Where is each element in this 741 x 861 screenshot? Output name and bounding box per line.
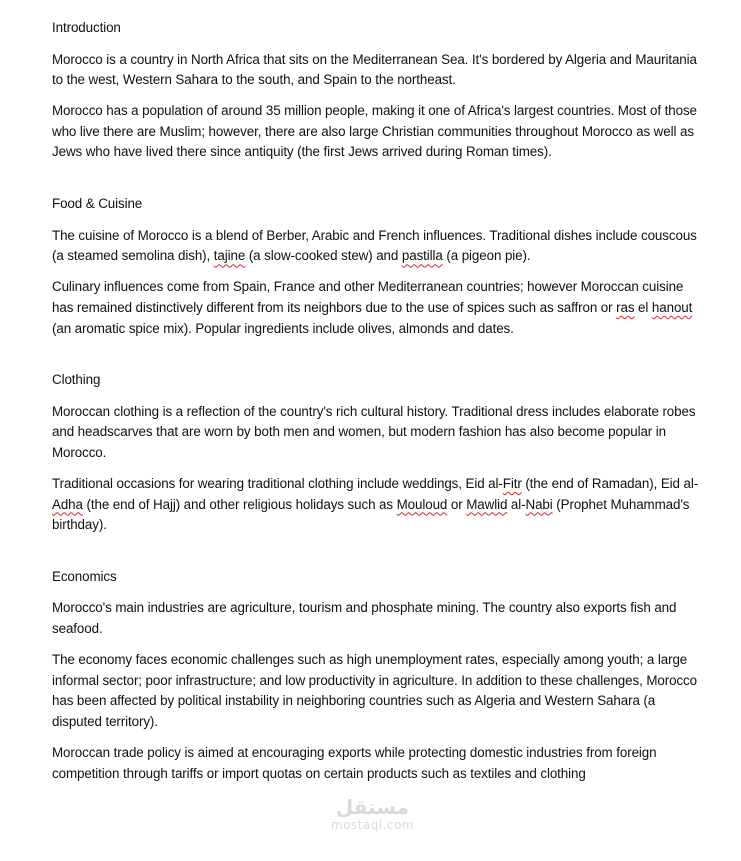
- paragraph[interactable]: [52, 598, 702, 639]
- text-run: Morocco's main industries are agriculture, tourism and phosphate mining. The country also exports fish and seafood.: [52, 600, 677, 636]
- section-heading[interactable]: Introduction: [52, 20, 121, 35]
- misspelled-word[interactable]: Mouloud: [396, 496, 448, 512]
- text-run: Traditional occasions for wearing traditional clothing include weddings, Eid al-: [52, 476, 503, 491]
- paragraph[interactable]: [52, 101, 702, 163]
- section-introduction: [52, 18, 702, 163]
- text-run: (an aromatic spice mix). Popular ingredients include olives, almonds and dates.: [52, 320, 514, 336]
- misspelled-word[interactable]: pastilla: [401, 248, 443, 264]
- paragraph[interactable]: [52, 650, 702, 732]
- paragraph[interactable]: [52, 402, 702, 464]
- paragraph[interactable]: [52, 226, 702, 267]
- text-run: (the end of Hajj) and other religious holidays such as: [82, 496, 397, 512]
- section-economics: [52, 567, 702, 784]
- watermark: [325, 796, 420, 832]
- misspelled-word[interactable]: Fitr: [502, 476, 522, 491]
- misspelled-word[interactable]: Adha: [52, 496, 83, 512]
- misspelled-word[interactable]: Mawlid: [466, 496, 508, 512]
- text-run: Morocco is a country in North Africa that sits on the Mediterranean Sea. It's bordered by Algeria and Mauritania to the west, Western Sahara to the south, and Spain to the northeast.: [52, 51, 697, 88]
- section-heading[interactable]: Clothing: [52, 372, 101, 388]
- misspelled-word[interactable]: hanout: [651, 299, 693, 315]
- text-run: Moroccan trade policy is aimed at encouraging exports while protecting domestic industries from foreign competition through tariffs or import quotas on certain products such as textiles and clothing: [52, 744, 657, 781]
- section-heading[interactable]: Food & Cuisine: [52, 196, 143, 212]
- document-page[interactable]: [52, 18, 702, 795]
- text-run: (the end of Ramadan), Eid al-: [521, 476, 699, 491]
- text-run: The cuisine of Morocco is a blend of Berber, Arabic and French influences. Traditional dishes include couscous (a steamed semolina dish),: [52, 227, 697, 264]
- paragraph[interactable]: [52, 50, 702, 91]
- text-run: or: [447, 496, 467, 512]
- section-heading[interactable]: Economics: [52, 568, 117, 584]
- misspelled-word[interactable]: ras: [616, 299, 635, 315]
- text-run: (Prophet Muhammad's birthday).: [52, 496, 690, 533]
- section-clothing: [52, 370, 702, 536]
- watermark-arabic-text: مستقل: [335, 795, 410, 819]
- text-run: Moroccan clothing is a reflection of the country's rich cultural history. Traditional dress includes elaborate robes and headscarves that are worn by both men and women, but modern fashion has also become popular in Morocco.: [52, 403, 696, 460]
- text-run: The economy faces economic challenges such as high unemployment rates, especially among youth; a large informal sector; poor infrastructure; and low productivity in agriculture. In addition to these challenges, Morocco has been affected by political instability in neighboring countries such as Algeria and Western Sahara (a disputed territory).: [52, 652, 697, 729]
- text-run: (a slow-cooked stew) and: [245, 248, 402, 264]
- misspelled-word[interactable]: tajine: [213, 248, 246, 264]
- text-run: el: [634, 299, 652, 315]
- misspelled-word[interactable]: Nabi: [525, 496, 553, 512]
- text-run: al-: [507, 496, 526, 512]
- section-food-cuisine: [52, 194, 702, 339]
- text-run: Culinary influences come from Spain, France and other Mediterranean countries; however Moroccan cuisine has remained distinctively different from its neighbors due to the use of spices such as saffron or: [52, 279, 684, 315]
- text-run: (a pigeon pie).: [442, 248, 531, 264]
- paragraph[interactable]: [52, 277, 702, 339]
- text-run: Morocco has a population of around 35 million people, making it one of Africa's largest countries. Most of those who live there are Muslim; however, there are also large Christian communities throughout Morocco as well as Jews who have lived there since antiquity (the first Jews arrived during Roman times).: [52, 103, 697, 160]
- watermark-url-text: mostaql.com: [330, 818, 415, 832]
- paragraph[interactable]: [52, 474, 702, 536]
- paragraph[interactable]: [52, 743, 702, 784]
